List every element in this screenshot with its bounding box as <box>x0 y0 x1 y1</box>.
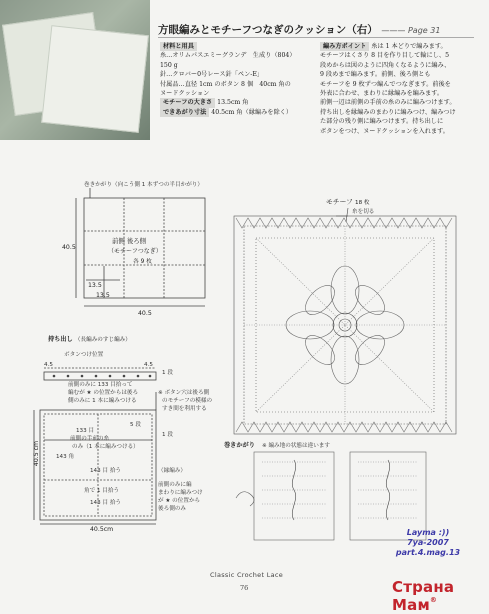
edge-pickup-a: 143 目 拾う <box>90 468 122 474</box>
edging-note-c: が ★ の位置から <box>158 498 201 504</box>
button-position-note: ボタンつけ位置 <box>64 352 104 358</box>
edge-corner-count: 143 角 <box>56 454 75 460</box>
watermark-line-3: part.4.mag.13 <box>395 548 461 557</box>
materials-heading: 材料と用具 <box>160 42 197 51</box>
materials-line: 150 g <box>160 61 178 69</box>
motif-cut-note: 糸を切る <box>352 209 375 215</box>
instructions-line: 段めからは図のように四角くなるように編み、 <box>320 61 451 69</box>
edge-corner-pickup: 角で 1 目拾う <box>84 488 120 494</box>
instructions-line: 9 段めまで編みます。前側、後ろ側とも <box>320 71 431 79</box>
edge-front-note-a: 前側の手前の糸 <box>70 436 110 442</box>
placket-row-1b: 1 段 <box>162 432 173 438</box>
assembly-label-main: 前側 後ろ側 <box>112 237 146 245</box>
edging-note-b: まわりに編みつけ <box>158 490 203 496</box>
book-title: Classic Crochet Lace <box>210 571 284 579</box>
materials-line: 針…クロバー0号レース針「ペン-E」 <box>160 71 264 79</box>
page-reference: Page 31 <box>407 26 441 35</box>
instructions-line: 持ち出しを縁編みのまわりに編みつけ、編みつけ <box>320 108 456 116</box>
placket-note1-c: 側のみに 1 本に編みつける <box>68 398 137 404</box>
finished-size-heading: できあがり寸法 <box>160 108 209 117</box>
finished-size-value: 40.5cm 角（縁編みを除く） <box>211 108 293 116</box>
edge-dim-vertical: 40.5 cm <box>33 440 41 467</box>
placket-row-1: 1 段 <box>162 370 173 376</box>
edging-heading: （縁編み） <box>158 468 186 474</box>
placket-dim-left: 4.5 <box>44 362 53 368</box>
kagari-note-text: ※ 編み地の状態は違います <box>262 443 330 449</box>
site-logo <box>392 578 489 614</box>
motif-size-heading: モチーフの大きさ <box>160 98 215 107</box>
registered-mark: ® <box>429 596 438 604</box>
materials-line: ヌードクッション <box>160 90 210 98</box>
edge-pickup-b: 143 目 拾う <box>90 500 122 506</box>
motif-dimension-b: 13.5 <box>96 292 110 299</box>
instructions-line: モチーフを 9 枚ずつ編んでつなぎます。前後を <box>320 80 451 88</box>
edging-note-d: 後ろ側のみ <box>158 506 186 512</box>
buttonhole-note-b: のモチーフの模様の <box>162 398 213 404</box>
site-logo-text: Страна Мам <box>392 578 455 614</box>
materials-line: 付属品…直径 1cm のボタン 8 個 40cm 角の <box>160 80 291 88</box>
buttonhole-note-c: すき間を利用する <box>162 406 207 412</box>
page-title: 方眼編みとモチーフつなぎのクッション（右） ——— Page 31 <box>158 24 441 36</box>
instructions-line: モチーフはくさり 8 目を作り目して輪にし、5 <box>320 52 450 60</box>
motif-dimension-a: 13.5 <box>88 282 102 289</box>
placket-subtitle: （長編みのすじ編み） <box>74 337 131 343</box>
placket-dim-right: 4.5 <box>144 362 153 368</box>
assembly-label-count: 各 9 枚 <box>133 259 152 265</box>
kagari-heading: 巻きかがり <box>224 442 255 449</box>
instructions-line: ボタンをつけ、ヌードクッションを入れます。 <box>320 127 449 135</box>
placket-row-5: 5 段 <box>130 422 141 428</box>
assembly-side-dimension: 40.5 <box>62 244 76 251</box>
materials-line: 糸…オリムパスエミーグランデ 生成り（804） <box>160 52 296 60</box>
watermark-line-2: 7ya-2007 <box>407 538 449 547</box>
page-number: 76 <box>240 584 249 592</box>
motif-title: モチーフ <box>326 198 353 206</box>
title-text: 方眼編みとモチーフつなぎのクッション（右） <box>158 24 378 36</box>
edge-front-note-b: のみ（1 本に編みつける） <box>72 444 139 450</box>
motif-count: 18 枚 <box>355 200 370 206</box>
motif-size-value: 13.5cm 角 <box>217 99 249 107</box>
edge-dim-horizontal: 40.5cm <box>90 526 114 533</box>
buttonhole-note-a: ※ ボタン穴は後ろ側 <box>158 390 210 396</box>
placket-note1-b: 編むが ★ の位置からは後ろ <box>68 390 139 396</box>
instructions-line: 外表に合わせ、まわりに縁編みを編みます。 <box>320 90 444 98</box>
edging-note-a: 前側のみに編 <box>158 482 192 488</box>
instructions-line: 前側一辺は前側の手前の糸のみに編みつけます。 <box>320 99 456 107</box>
assembly-label-sub: （モチーフつなぎ） <box>108 248 162 255</box>
edge-stitch-count: 133 目 <box>76 428 95 434</box>
instructions-line: 糸は 1 本どりで編みます。 <box>371 43 447 50</box>
placket-note1-a: 前側のみに 133 目拾って <box>68 382 133 388</box>
assembly-bottom-dimension: 40.5 <box>138 310 152 317</box>
placket-title: 持ち出し <box>48 336 73 343</box>
watermark-line-1: Layma :)) <box>406 528 450 537</box>
instructions-line: た部分の残り側に編みつけます。持ち出しに <box>320 118 444 126</box>
kagari-note: 巻きかがり（向こう側 1 本ずつの半目かがり） <box>84 182 203 188</box>
watermark <box>392 528 464 558</box>
instructions-heading: 編み方ポイント <box>320 42 369 51</box>
